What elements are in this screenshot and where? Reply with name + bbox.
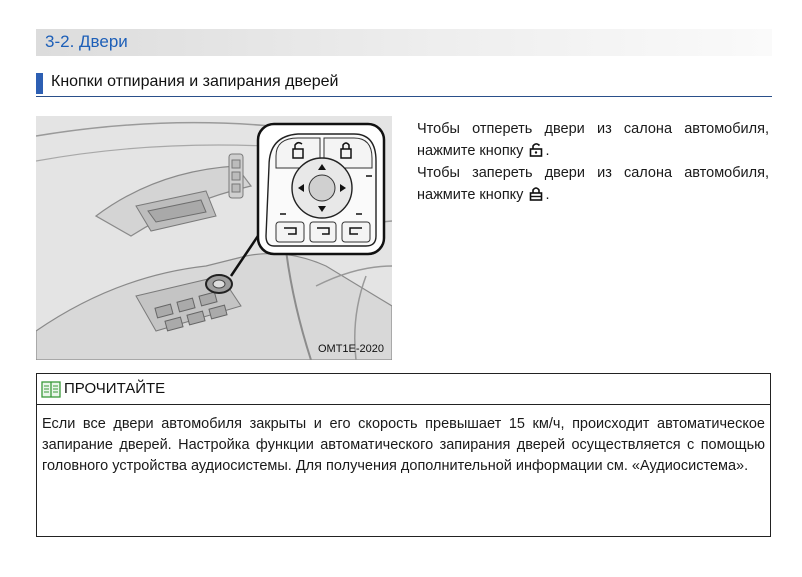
lock-instruction (417, 162, 769, 206)
subsection-title: Кнопки отпирания и запирания дверей (51, 73, 339, 90)
subsection-header (36, 70, 772, 97)
book-icon (41, 381, 61, 398)
lock-text: Чтобы запереть двери из салона автомобиля, нажмите кнопку (417, 165, 769, 203)
section-header (36, 29, 772, 56)
unlock-period: . (545, 143, 550, 159)
note-header (37, 374, 770, 405)
lock-period: . (545, 187, 550, 203)
lock-icon (529, 186, 543, 201)
note-heading: ПРОЧИТАЙТЕ (64, 380, 166, 397)
door-panel-drawing (36, 116, 392, 360)
unlock-text: Чтобы отпереть двери из салона автомобиля, нажмите кнопку (417, 121, 769, 159)
unlock-instruction (417, 118, 769, 162)
note-body: Если все двери автомобиля закрыты и его скорость превышает 15 км/ч, происходит автоматическое запирание дверей. Настройка функции автоматического запирания дверей осуществляется с помощью головного устройства аудиосистемы. Для получения дополнительной информации см. «Аудиосистема». (42, 416, 765, 474)
section-title: 3-2. Двери (45, 32, 128, 51)
subsection-accent-bar (36, 73, 43, 94)
note-box (36, 373, 771, 537)
figure-code: OMT1E-2020 (317, 343, 384, 355)
door-panel-illustration (36, 116, 392, 360)
unlock-icon (529, 142, 543, 157)
description (417, 118, 769, 206)
